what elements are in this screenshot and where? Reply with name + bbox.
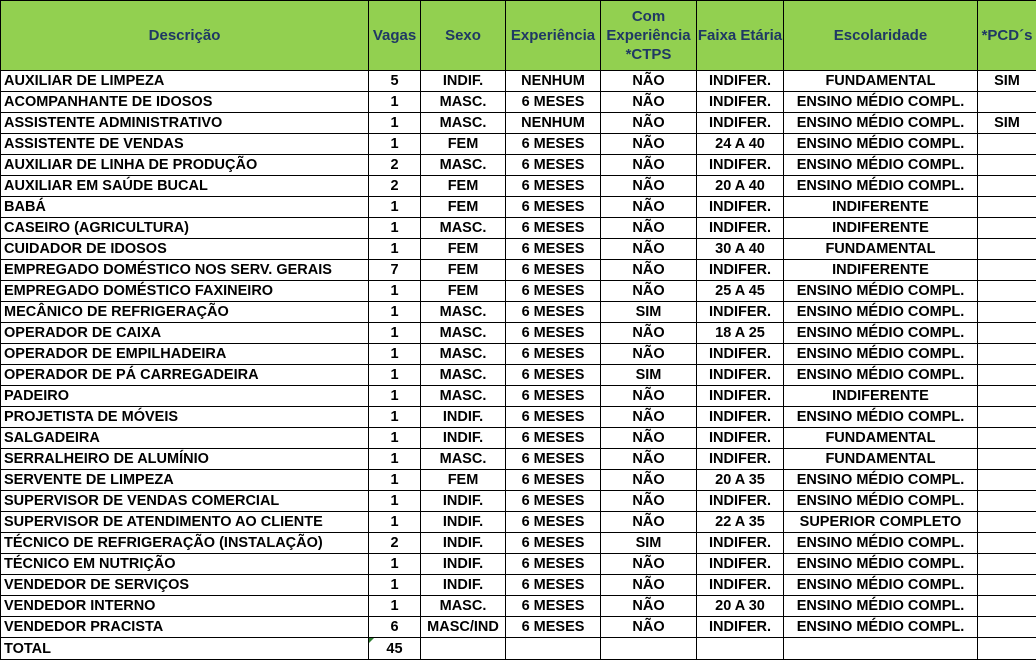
cell-com-experiencia-ctps: NÃO	[601, 92, 697, 113]
cell-pcd	[978, 617, 1036, 638]
total-vagas-value: 45	[386, 641, 402, 657]
cell-escolaridade: FUNDAMENTAL	[784, 428, 978, 449]
cell-escolaridade: ENSINO MÉDIO COMPL.	[784, 596, 978, 617]
cell-descricao: CASEIRO (AGRICULTURA)	[1, 218, 369, 239]
table-row	[1, 323, 1036, 344]
cell-vagas: 5	[369, 71, 421, 92]
cell-pcd	[978, 92, 1036, 113]
cell-sexo: INDIF.	[421, 575, 506, 596]
cell-com-experiencia-ctps: NÃO	[601, 113, 697, 134]
table-row	[1, 92, 1036, 113]
cell-pcd	[978, 218, 1036, 239]
cell-com-experiencia-ctps: NÃO	[601, 617, 697, 638]
cell-experiencia: 6 MESES	[506, 491, 601, 512]
cell-descricao: PADEIRO	[1, 386, 369, 407]
cell-com-experiencia-ctps: NÃO	[601, 470, 697, 491]
cell-vagas: 2	[369, 533, 421, 554]
cell-faixa-etaria: INDIFER.	[697, 71, 784, 92]
header-vagas: Vagas	[369, 1, 421, 71]
cell-vagas: 1	[369, 92, 421, 113]
cell-faixa-etaria: INDIFER.	[697, 449, 784, 470]
cell-escolaridade: FUNDAMENTAL	[784, 239, 978, 260]
cell-vagas: 1	[369, 365, 421, 386]
cell-escolaridade: ENSINO MÉDIO COMPL.	[784, 617, 978, 638]
header-row	[1, 1, 1036, 71]
total-label: TOTAL	[1, 638, 369, 660]
cell-faixa-etaria: INDIFER.	[697, 386, 784, 407]
cell-com-experiencia-ctps: NÃO	[601, 407, 697, 428]
cell-sexo: FEM	[421, 260, 506, 281]
table-row	[1, 113, 1036, 134]
cell-pcd	[978, 302, 1036, 323]
cell-faixa-etaria: INDIFER.	[697, 260, 784, 281]
cell-pcd	[978, 554, 1036, 575]
table-body	[1, 71, 1036, 638]
cell-pcd	[978, 449, 1036, 470]
cell-experiencia: 6 MESES	[506, 386, 601, 407]
cell-experiencia: 6 MESES	[506, 512, 601, 533]
cell-com-experiencia-ctps: NÃO	[601, 491, 697, 512]
cell-faixa-etaria: INDIFER.	[697, 554, 784, 575]
cell-escolaridade: ENSINO MÉDIO COMPL.	[784, 134, 978, 155]
cell-sexo: INDIF.	[421, 554, 506, 575]
cell-experiencia: 6 MESES	[506, 575, 601, 596]
cell-sexo: INDIF.	[421, 512, 506, 533]
cell-experiencia: 6 MESES	[506, 470, 601, 491]
cell-escolaridade: FUNDAMENTAL	[784, 71, 978, 92]
cell-faixa-etaria: INDIFER.	[697, 533, 784, 554]
cell-pcd	[978, 134, 1036, 155]
cell-sexo: MASC/IND	[421, 617, 506, 638]
cell-descricao: VENDEDOR INTERNO	[1, 596, 369, 617]
cell-experiencia: 6 MESES	[506, 407, 601, 428]
cell-descricao: EMPREGADO DOMÉSTICO NOS SERV. GERAIS	[1, 260, 369, 281]
cell-escolaridade: INDIFERENTE	[784, 260, 978, 281]
table-row	[1, 344, 1036, 365]
cell-vagas: 1	[369, 575, 421, 596]
cell-com-experiencia-ctps: NÃO	[601, 449, 697, 470]
cell-vagas: 1	[369, 134, 421, 155]
total-vagas	[369, 638, 421, 660]
cell-escolaridade: ENSINO MÉDIO COMPL.	[784, 281, 978, 302]
header-pcds: *PCD´s	[978, 1, 1036, 71]
cell-experiencia: 6 MESES	[506, 92, 601, 113]
table-row	[1, 407, 1036, 428]
cell-experiencia: 6 MESES	[506, 449, 601, 470]
cell-escolaridade: ENSINO MÉDIO COMPL.	[784, 575, 978, 596]
table-row	[1, 386, 1036, 407]
cell-sexo: INDIF.	[421, 491, 506, 512]
cell-com-experiencia-ctps: NÃO	[601, 176, 697, 197]
cell-com-experiencia-ctps: SIM	[601, 365, 697, 386]
cell-faixa-etaria: INDIFER.	[697, 218, 784, 239]
cell-experiencia: 6 MESES	[506, 134, 601, 155]
cell-pcd	[978, 575, 1036, 596]
empty-cell	[421, 638, 506, 660]
total-row	[1, 638, 1036, 660]
cell-vagas: 6	[369, 617, 421, 638]
cell-sexo: FEM	[421, 281, 506, 302]
cell-pcd	[978, 155, 1036, 176]
cell-pcd	[978, 491, 1036, 512]
cell-escolaridade: ENSINO MÉDIO COMPL.	[784, 92, 978, 113]
cell-descricao: MECÂNICO DE REFRIGERAÇÃO	[1, 302, 369, 323]
cell-experiencia: 6 MESES	[506, 260, 601, 281]
table-row	[1, 449, 1036, 470]
cell-sexo: MASC.	[421, 365, 506, 386]
cell-faixa-etaria: 24 A 40	[697, 134, 784, 155]
cell-sexo: FEM	[421, 239, 506, 260]
cell-faixa-etaria: 30 A 40	[697, 239, 784, 260]
cell-pcd	[978, 428, 1036, 449]
cell-experiencia: 6 MESES	[506, 554, 601, 575]
empty-cell	[697, 638, 784, 660]
cell-descricao: SALGADEIRA	[1, 428, 369, 449]
cell-sexo: MASC.	[421, 92, 506, 113]
cell-descricao: ACOMPANHANTE DE IDOSOS	[1, 92, 369, 113]
cell-descricao: SERVENTE DE LIMPEZA	[1, 470, 369, 491]
cell-descricao: BABÁ	[1, 197, 369, 218]
table-row	[1, 575, 1036, 596]
cell-com-experiencia-ctps: NÃO	[601, 197, 697, 218]
cell-vagas: 1	[369, 554, 421, 575]
cell-escolaridade: ENSINO MÉDIO COMPL.	[784, 491, 978, 512]
table-row	[1, 218, 1036, 239]
cell-faixa-etaria: INDIFER.	[697, 92, 784, 113]
cell-vagas: 7	[369, 260, 421, 281]
cell-sexo: MASC.	[421, 155, 506, 176]
cell-com-experiencia-ctps: NÃO	[601, 575, 697, 596]
cell-pcd	[978, 365, 1036, 386]
cell-sexo: MASC.	[421, 302, 506, 323]
cell-experiencia: NENHUM	[506, 113, 601, 134]
cell-pcd	[978, 344, 1036, 365]
table-row	[1, 176, 1036, 197]
cell-faixa-etaria: 20 A 35	[697, 470, 784, 491]
cell-vagas: 1	[369, 428, 421, 449]
cell-descricao: VENDEDOR DE SERVIÇOS	[1, 575, 369, 596]
cell-vagas: 2	[369, 155, 421, 176]
cell-faixa-etaria: INDIFER.	[697, 197, 784, 218]
header-descricao: Descrição	[1, 1, 369, 71]
empty-cell	[601, 638, 697, 660]
cell-pcd	[978, 596, 1036, 617]
cell-pcd	[978, 260, 1036, 281]
cell-pcd	[978, 407, 1036, 428]
cell-com-experiencia-ctps: SIM	[601, 533, 697, 554]
cell-sexo: FEM	[421, 134, 506, 155]
cell-sexo: INDIF.	[421, 407, 506, 428]
cell-descricao: TÉCNICO DE REFRIGERAÇÃO (INSTALAÇÃO)	[1, 533, 369, 554]
cell-com-experiencia-ctps: NÃO	[601, 239, 697, 260]
cell-descricao: SERRALHEIRO DE ALUMÍNIO	[1, 449, 369, 470]
table-row	[1, 239, 1036, 260]
cell-descricao: PROJETISTA DE MÓVEIS	[1, 407, 369, 428]
cell-com-experiencia-ctps: NÃO	[601, 134, 697, 155]
cell-vagas: 1	[369, 323, 421, 344]
cell-experiencia: 6 MESES	[506, 302, 601, 323]
cell-faixa-etaria: INDIFER.	[697, 155, 784, 176]
cell-com-experiencia-ctps: NÃO	[601, 512, 697, 533]
table-row	[1, 71, 1036, 92]
cell-descricao: VENDEDOR PRACISTA	[1, 617, 369, 638]
cell-faixa-etaria: 20 A 40	[697, 176, 784, 197]
cell-escolaridade: FUNDAMENTAL	[784, 449, 978, 470]
table-row	[1, 617, 1036, 638]
empty-cell	[784, 638, 978, 660]
header-experiencia: Experiência	[506, 1, 601, 71]
cell-faixa-etaria: 22 A 35	[697, 512, 784, 533]
table-row	[1, 533, 1036, 554]
cell-faixa-etaria: INDIFER.	[697, 302, 784, 323]
cell-pcd	[978, 176, 1036, 197]
cell-descricao: TÉCNICO EM NUTRIÇÃO	[1, 554, 369, 575]
cell-vagas: 1	[369, 512, 421, 533]
cell-faixa-etaria: INDIFER.	[697, 113, 784, 134]
cell-pcd	[978, 281, 1036, 302]
cell-escolaridade: ENSINO MÉDIO COMPL.	[784, 113, 978, 134]
table-row	[1, 197, 1036, 218]
cell-vagas: 1	[369, 302, 421, 323]
cell-com-experiencia-ctps: NÃO	[601, 596, 697, 617]
table-row	[1, 554, 1036, 575]
cell-escolaridade: ENSINO MÉDIO COMPL.	[784, 407, 978, 428]
cell-sexo: FEM	[421, 470, 506, 491]
header-faixa-etaria: Faixa Etária	[697, 1, 784, 71]
cell-sexo: MASC.	[421, 323, 506, 344]
cell-pcd	[978, 512, 1036, 533]
cell-escolaridade: ENSINO MÉDIO COMPL.	[784, 176, 978, 197]
cell-com-experiencia-ctps: NÃO	[601, 554, 697, 575]
cell-sexo: MASC.	[421, 386, 506, 407]
cell-vagas: 1	[369, 491, 421, 512]
cell-vagas: 1	[369, 281, 421, 302]
cell-faixa-etaria: INDIFER.	[697, 407, 784, 428]
cell-vagas: 1	[369, 113, 421, 134]
cell-experiencia: 6 MESES	[506, 281, 601, 302]
cell-experiencia: 6 MESES	[506, 218, 601, 239]
cell-experiencia: 6 MESES	[506, 344, 601, 365]
cell-experiencia: 6 MESES	[506, 239, 601, 260]
table-row	[1, 596, 1036, 617]
cell-experiencia: 6 MESES	[506, 176, 601, 197]
table-row	[1, 470, 1036, 491]
header-escolaridade: Escolaridade	[784, 1, 978, 71]
cell-escolaridade: ENSINO MÉDIO COMPL.	[784, 554, 978, 575]
table-row	[1, 302, 1036, 323]
cell-sexo: MASC.	[421, 218, 506, 239]
cell-sexo: FEM	[421, 176, 506, 197]
cell-sexo: INDIF.	[421, 533, 506, 554]
cell-pcd: SIM	[978, 113, 1036, 134]
cell-escolaridade: ENSINO MÉDIO COMPL.	[784, 533, 978, 554]
cell-sexo: MASC.	[421, 344, 506, 365]
cell-descricao: AUXILIAR EM SAÚDE BUCAL	[1, 176, 369, 197]
cell-vagas: 1	[369, 239, 421, 260]
cell-vagas: 1	[369, 407, 421, 428]
cell-vagas: 1	[369, 470, 421, 491]
cell-faixa-etaria: INDIFER.	[697, 365, 784, 386]
cell-vagas: 2	[369, 176, 421, 197]
cell-com-experiencia-ctps: NÃO	[601, 428, 697, 449]
cell-faixa-etaria: INDIFER.	[697, 617, 784, 638]
cell-experiencia: 6 MESES	[506, 428, 601, 449]
empty-cell	[978, 638, 1036, 660]
cell-descricao: OPERADOR DE EMPILHADEIRA	[1, 344, 369, 365]
table-row	[1, 491, 1036, 512]
cell-descricao: EMPREGADO DOMÉSTICO FAXINEIRO	[1, 281, 369, 302]
cell-descricao: CUIDADOR DE IDOSOS	[1, 239, 369, 260]
cell-vagas: 1	[369, 449, 421, 470]
cell-escolaridade: ENSINO MÉDIO COMPL.	[784, 323, 978, 344]
cell-descricao: AUXILIAR DE LIMPEZA	[1, 71, 369, 92]
cell-com-experiencia-ctps: NÃO	[601, 260, 697, 281]
header-com-experiencia-ctps: Com Experiência *CTPS	[601, 1, 697, 71]
table-row	[1, 155, 1036, 176]
cell-descricao: SUPERVISOR DE VENDAS COMERCIAL	[1, 491, 369, 512]
cell-vagas: 1	[369, 344, 421, 365]
cell-escolaridade: ENSINO MÉDIO COMPL.	[784, 155, 978, 176]
cell-vagas: 1	[369, 386, 421, 407]
cell-sexo: FEM	[421, 197, 506, 218]
cell-descricao: OPERADOR DE PÁ CARREGADEIRA	[1, 365, 369, 386]
cell-experiencia: 6 MESES	[506, 533, 601, 554]
header-sexo: Sexo	[421, 1, 506, 71]
cell-descricao: SUPERVISOR DE ATENDIMENTO AO CLIENTE	[1, 512, 369, 533]
cell-sexo: MASC.	[421, 596, 506, 617]
cell-sexo: INDIF.	[421, 428, 506, 449]
cell-vagas: 1	[369, 197, 421, 218]
cell-com-experiencia-ctps: NÃO	[601, 386, 697, 407]
cell-com-experiencia-ctps: NÃO	[601, 218, 697, 239]
cell-pcd	[978, 386, 1036, 407]
cell-escolaridade: ENSINO MÉDIO COMPL.	[784, 302, 978, 323]
cell-faixa-etaria: INDIFER.	[697, 344, 784, 365]
cell-experiencia: 6 MESES	[506, 155, 601, 176]
cell-escolaridade: SUPERIOR COMPLETO	[784, 512, 978, 533]
cell-faixa-etaria: 20 A 30	[697, 596, 784, 617]
cell-com-experiencia-ctps: NÃO	[601, 344, 697, 365]
cell-descricao: OPERADOR DE CAIXA	[1, 323, 369, 344]
cell-faixa-etaria: INDIFER.	[697, 575, 784, 596]
cell-experiencia: 6 MESES	[506, 197, 601, 218]
empty-cell	[506, 638, 601, 660]
cell-com-experiencia-ctps: NÃO	[601, 323, 697, 344]
cell-faixa-etaria: 25 A 45	[697, 281, 784, 302]
cell-pcd	[978, 323, 1036, 344]
cell-sexo: MASC.	[421, 449, 506, 470]
cell-descricao: ASSISTENTE ADMINISTRATIVO	[1, 113, 369, 134]
table-row	[1, 428, 1036, 449]
table-row	[1, 365, 1036, 386]
cell-pcd	[978, 470, 1036, 491]
cell-descricao: ASSISTENTE DE VENDAS	[1, 134, 369, 155]
cell-experiencia: 6 MESES	[506, 617, 601, 638]
cell-faixa-etaria: INDIFER.	[697, 491, 784, 512]
cell-experiencia: 6 MESES	[506, 323, 601, 344]
cell-com-experiencia-ctps: NÃO	[601, 155, 697, 176]
cell-experiencia: NENHUM	[506, 71, 601, 92]
cell-faixa-etaria: INDIFER.	[697, 428, 784, 449]
cell-com-experiencia-ctps: SIM	[601, 302, 697, 323]
cell-com-experiencia-ctps: NÃO	[601, 281, 697, 302]
cell-pcd: SIM	[978, 71, 1036, 92]
cell-escolaridade: INDIFERENTE	[784, 197, 978, 218]
cell-experiencia: 6 MESES	[506, 365, 601, 386]
table-row	[1, 134, 1036, 155]
table-row	[1, 281, 1036, 302]
cell-faixa-etaria: 18 A 25	[697, 323, 784, 344]
cell-experiencia: 6 MESES	[506, 596, 601, 617]
cell-sexo: INDIF.	[421, 71, 506, 92]
cell-vagas: 1	[369, 218, 421, 239]
cell-pcd	[978, 239, 1036, 260]
cell-escolaridade: ENSINO MÉDIO COMPL.	[784, 344, 978, 365]
cell-pcd	[978, 533, 1036, 554]
cell-pcd	[978, 197, 1036, 218]
cell-sexo: MASC.	[421, 113, 506, 134]
cell-vagas: 1	[369, 596, 421, 617]
cell-escolaridade: INDIFERENTE	[784, 218, 978, 239]
table-row	[1, 512, 1036, 533]
table-row	[1, 260, 1036, 281]
cell-escolaridade: INDIFERENTE	[784, 386, 978, 407]
cell-escolaridade: ENSINO MÉDIO COMPL.	[784, 365, 978, 386]
cell-descricao: AUXILIAR DE LINHA DE PRODUÇÃO	[1, 155, 369, 176]
cell-marker-icon	[369, 638, 374, 643]
cell-escolaridade: ENSINO MÉDIO COMPL.	[784, 470, 978, 491]
cell-com-experiencia-ctps: NÃO	[601, 71, 697, 92]
